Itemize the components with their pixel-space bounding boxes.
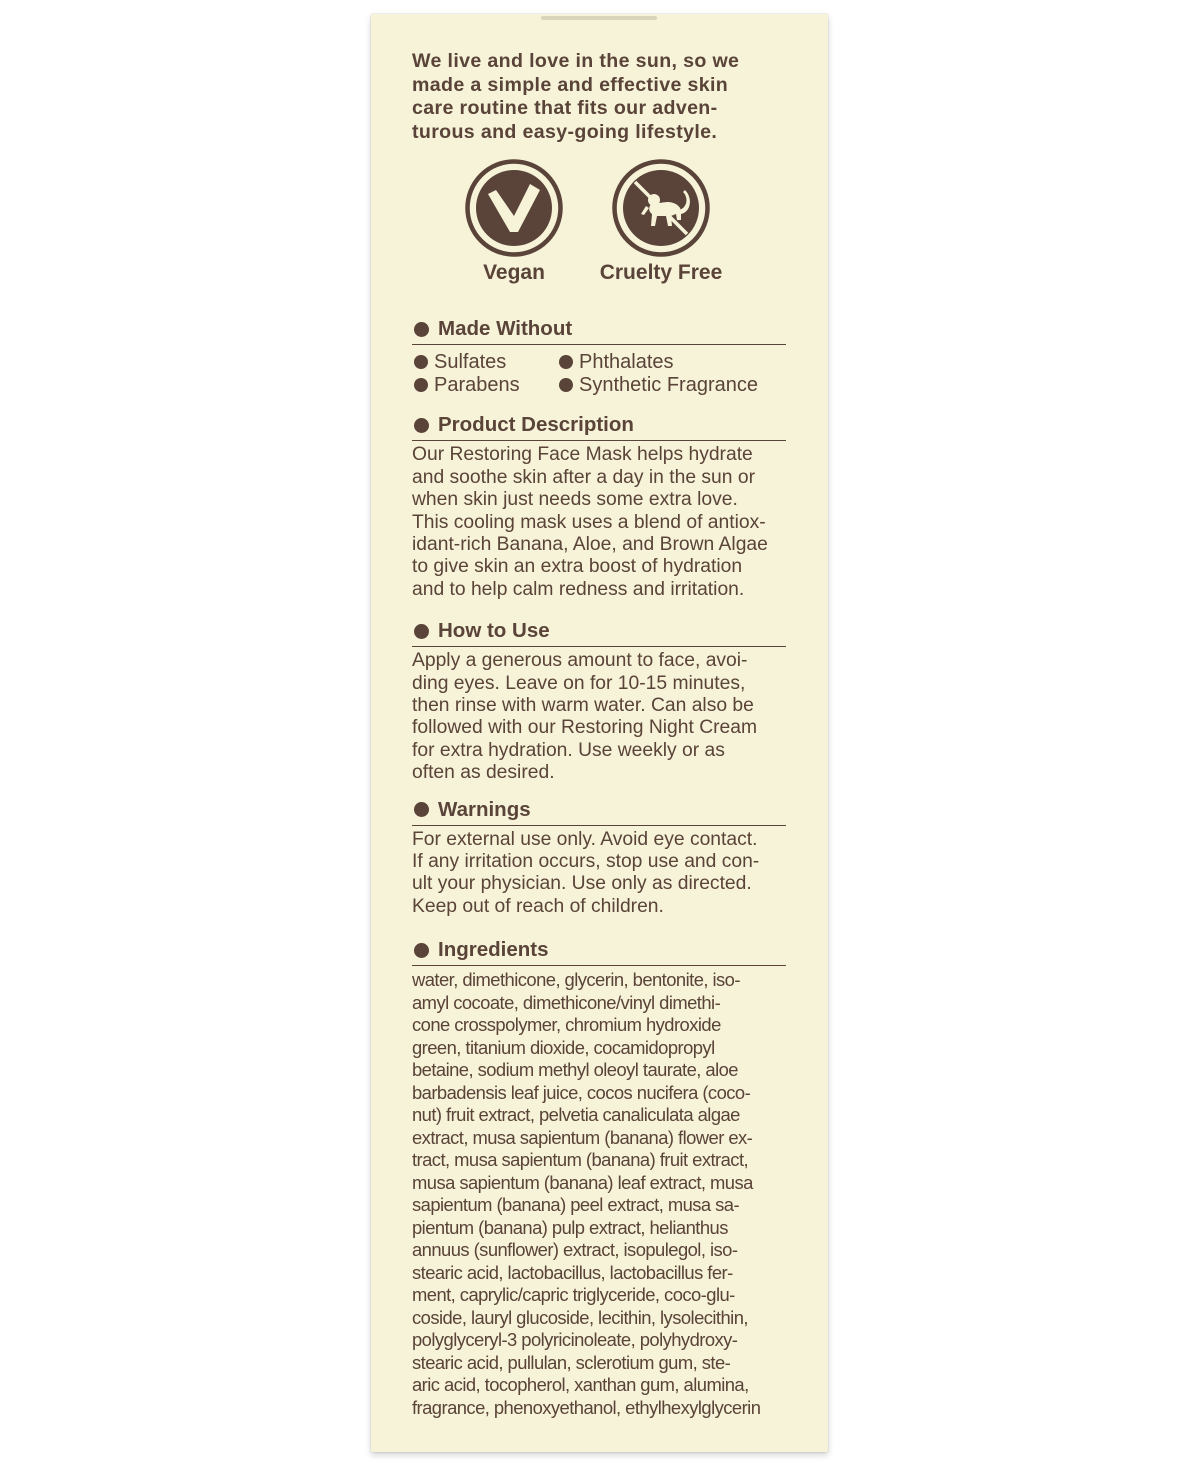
intro-paragraph — [412, 50, 786, 144]
section-heading — [412, 410, 786, 441]
text-line: pientum (banana) pulp extract, helianthus — [412, 1216, 728, 1238]
text-line: This cooling mask uses a blend of antiox- — [412, 511, 766, 533]
list-item — [559, 374, 789, 397]
text-line: and soothe skin after a day in the sun or — [412, 466, 755, 488]
vegan-badge — [464, 158, 564, 285]
warnings-text — [412, 826, 786, 919]
bullet-icon — [414, 624, 429, 639]
bullet-icon — [559, 355, 573, 369]
box-flap-notch — [541, 16, 657, 20]
text-line: for extra hydration. Use weekly or as — [412, 739, 725, 761]
product-description-section — [412, 410, 786, 601]
product-description-text — [412, 441, 786, 601]
text-line: to give skin an extra boost of hydration — [412, 556, 743, 578]
section-heading — [412, 314, 786, 345]
bullet-icon — [559, 378, 573, 392]
text-line: musa sapientum (banana) leaf extract, musa — [412, 1171, 753, 1193]
cruelty-free-badge — [596, 158, 726, 285]
warnings-heading: Warnings — [438, 797, 531, 821]
ingredients-heading: Ingredients — [438, 938, 549, 962]
made-without-heading: Made Without — [438, 317, 573, 341]
text-line: green, titanium dioxide, cocamidopropyl — [412, 1036, 715, 1058]
bullet-icon — [414, 943, 429, 958]
ingredients-text — [412, 966, 786, 1419]
text-line: barbadensis leaf juice, cocos nucifera (coco- — [412, 1081, 751, 1103]
vegan-v-icon — [464, 158, 564, 258]
text-line: ment, caprylic/capric triglyceride, coco-glu- — [412, 1284, 735, 1306]
bullet-icon — [414, 322, 429, 337]
text-line: Our Restoring Face Mask helps hydrate — [412, 444, 753, 466]
text-line: tract, musa sapientum (banana) fruit extract, — [412, 1149, 749, 1171]
list-item — [414, 351, 559, 374]
bullet-icon — [414, 418, 429, 433]
section-heading — [412, 616, 786, 647]
text-line: betaine, sodium methyl oleoyl taurate, aloe — [412, 1059, 738, 1081]
text-line: stearic acid, pullulan, sclerotium gum, ste- — [412, 1351, 731, 1373]
list-item — [559, 351, 789, 374]
text-line: followed with our Restoring Night Cream — [412, 717, 758, 739]
text-line: cone crosspolymer, chromium hydroxide — [412, 1014, 721, 1036]
intro-line: made a simple and effective skin — [412, 73, 729, 96]
text-line: extract, musa sapientum (banana) flower ex- — [412, 1126, 753, 1148]
monkey-icon — [611, 158, 711, 258]
list-item — [414, 374, 559, 397]
section-heading — [412, 935, 786, 966]
vegan-label: Vegan — [483, 261, 545, 285]
intro-line: We live and love in the sun, so we — [412, 50, 740, 72]
made-without-list — [412, 345, 786, 396]
cruelty-free-label: Cruelty Free — [599, 261, 723, 285]
text-line: polyglyceryl-3 polyricinoleate, polyhydroxy- — [412, 1329, 738, 1351]
bullet-icon — [414, 355, 428, 369]
text-line: amyl cocoate, dimethicone/vinyl dimethi- — [412, 991, 721, 1013]
section-heading — [412, 795, 786, 826]
panel-content — [412, 50, 786, 1419]
list-item-label: Phthalates — [579, 351, 674, 374]
text-line: nut) fruit extract, pelvetia canaliculata algae — [412, 1104, 740, 1126]
list-item-label: Sulfates — [434, 351, 507, 374]
text-line: fragrance, phenoxyethanol, ethylhexylglycerin — [412, 1396, 761, 1418]
text-line: water, dimethicone, glycerin, bentonite, iso- — [412, 969, 740, 991]
made-without-section — [412, 314, 786, 396]
text-line: coside, lauryl glucoside, lecithin, lysolecithin, — [412, 1306, 748, 1328]
bullet-icon — [414, 802, 429, 817]
intro-line: care routine that fits our adven- — [412, 97, 718, 120]
ingredients-section — [412, 935, 786, 1419]
text-line: when skin just needs some extra love. — [412, 489, 738, 511]
bullet-icon — [414, 378, 428, 392]
list-item-label: Synthetic Fragrance — [579, 373, 758, 396]
text-line: often as desired. — [412, 762, 555, 784]
text-line: Keep out of reach of children. — [412, 895, 664, 917]
text-line: idant-rich Banana, Aloe, and Brown Algae — [412, 534, 768, 555]
text-line: For external use only. Avoid eye contact. — [412, 828, 758, 850]
intro-line: turous and easy-going lifestyle. — [412, 120, 718, 143]
how-to-use-section — [412, 616, 786, 784]
text-line: and to help calm redness and irritation. — [412, 578, 745, 600]
text-line: If any irritation occurs, stop use and con- — [412, 851, 760, 873]
text-line: annuus (sunflower) extract, isopulegol, iso- — [412, 1239, 738, 1261]
product-description-heading: Product Description — [438, 413, 634, 437]
text-line: aric acid, tocopherol, xanthan gum, alumina, — [412, 1374, 749, 1396]
warnings-section — [412, 795, 786, 919]
text-line: sapientum (banana) peel extract, musa sa- — [412, 1194, 740, 1216]
how-to-use-heading: How to Use — [438, 619, 550, 643]
text-line: Apply a generous amount to face, avoi- — [412, 650, 748, 672]
text-line: ult your physician. Use only as directed. — [412, 873, 752, 895]
product-box-panel — [371, 14, 828, 1452]
badge-row — [412, 144, 786, 314]
list-item-label: Parabens — [434, 373, 520, 396]
text-line: stearic acid, lactobacillus, lactobacillus fer- — [412, 1261, 733, 1283]
text-line: ding eyes. Leave on for 10-15 minutes, — [412, 672, 746, 694]
text-line: then rinse with warm water. Can also be — [412, 695, 754, 717]
how-to-use-text — [412, 647, 786, 784]
